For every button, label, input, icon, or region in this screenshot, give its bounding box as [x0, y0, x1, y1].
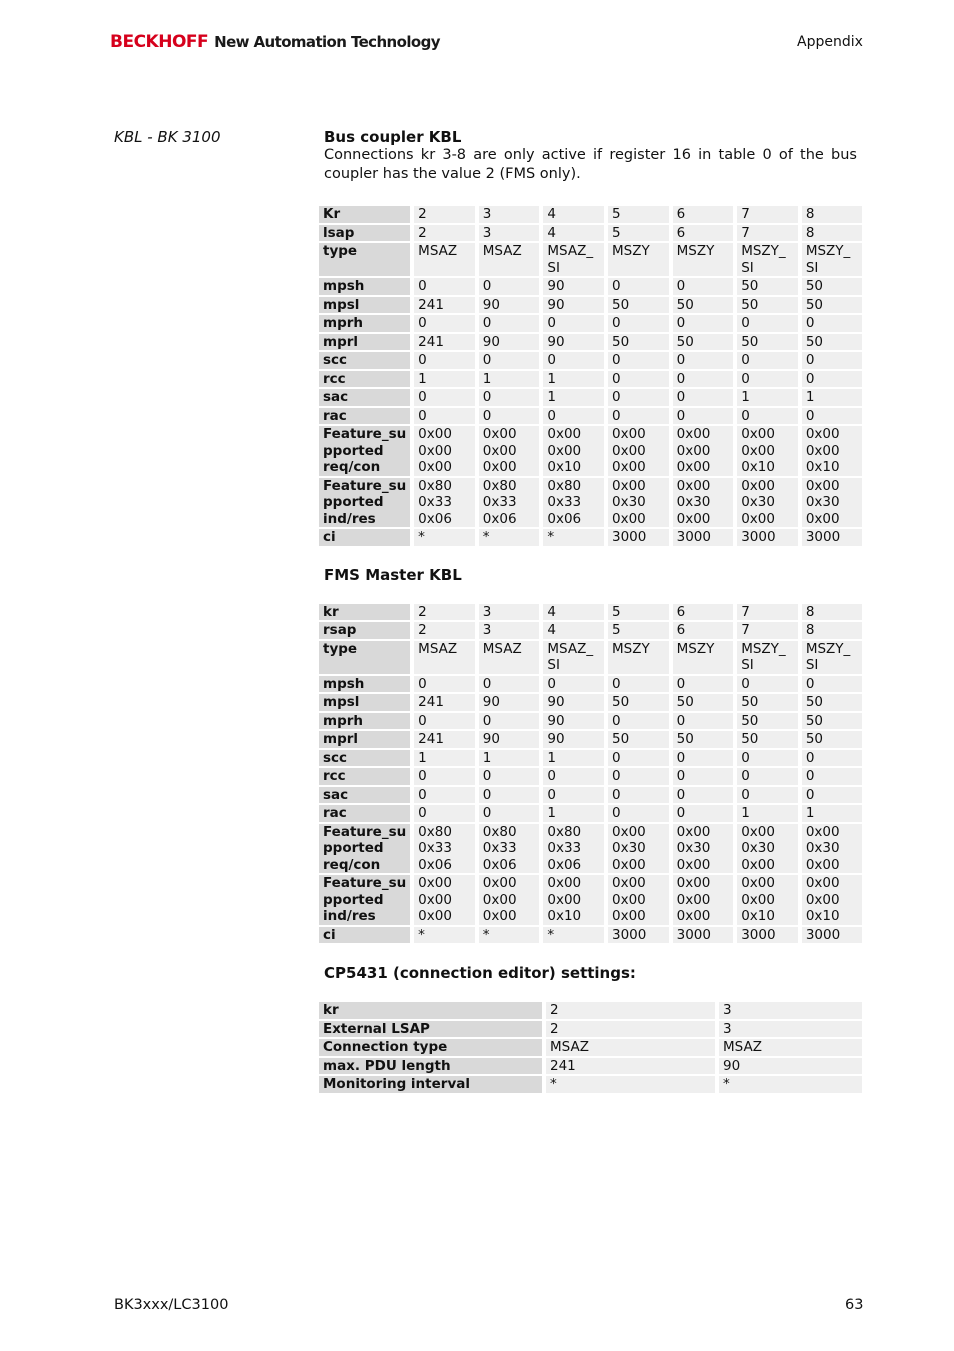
table-cell: 0	[479, 408, 544, 427]
table-cell: 0	[414, 676, 479, 695]
bus-coupler-description: Connections kr 3-8 are only active if register 16 in table 0 of the bus coupler has the value 2 (FMS only).	[324, 147, 857, 182]
table-cell: 0x00 0x00 0x00	[479, 426, 544, 478]
table-cell: 90	[543, 731, 608, 750]
table-cell: 0	[543, 315, 608, 334]
table-row	[319, 243, 862, 278]
row-header: External LSAP	[319, 1021, 546, 1040]
row-header: ci	[319, 927, 414, 946]
row-header: Monitoring interval	[319, 1076, 546, 1095]
table-cell: 3	[479, 622, 544, 641]
table-cell: 3000	[673, 927, 738, 946]
table-cell: 0	[802, 408, 862, 427]
table-cell: 0x00 0x30 0x00	[737, 824, 802, 876]
table-cell: 0x80 0x33 0x06	[414, 824, 479, 876]
table-cell: *	[719, 1076, 862, 1095]
table-cell: 3	[479, 225, 544, 244]
table-cell: 0	[479, 278, 544, 297]
table-row	[319, 334, 862, 353]
table-cell: 8	[802, 622, 862, 641]
table-cell: 1	[802, 389, 862, 408]
table-cell: 50	[608, 694, 673, 713]
table-cell: 0	[802, 676, 862, 695]
table-cell: 0	[414, 352, 479, 371]
table-cell: 7	[737, 604, 802, 623]
table-cell: 0	[737, 676, 802, 695]
cp5431-table	[319, 1002, 862, 1095]
table-row	[319, 1076, 862, 1095]
table-cell: 50	[737, 297, 802, 316]
table-cell: 0	[737, 787, 802, 806]
table-cell: 241	[546, 1058, 719, 1077]
row-header: kr	[319, 1002, 546, 1021]
table-cell: 1	[414, 371, 479, 390]
row-header: scc	[319, 352, 414, 371]
table-row	[319, 768, 862, 787]
row-header: sac	[319, 389, 414, 408]
table-cell: 0	[414, 389, 479, 408]
table-cell: 90	[543, 334, 608, 353]
header-section: Appendix	[797, 34, 863, 50]
table-cell: 4	[543, 225, 608, 244]
table-cell: 2	[414, 206, 479, 225]
table-cell: 0x00 0x00 0x00	[673, 875, 738, 927]
table-cell: 0	[414, 408, 479, 427]
table-cell: 0	[802, 371, 862, 390]
brand-tagline: New Automation Technology	[214, 33, 440, 51]
table-cell: 0	[673, 787, 738, 806]
table-cell: MSZY	[608, 641, 673, 676]
table-cell: 4	[543, 206, 608, 225]
table-row	[319, 389, 862, 408]
table-cell: 0	[673, 352, 738, 371]
table-row	[319, 1039, 862, 1058]
table-cell: 0	[673, 389, 738, 408]
table-cell: 0x80 0x33 0x06	[479, 478, 544, 530]
table-row	[319, 225, 862, 244]
table-cell: 0	[802, 352, 862, 371]
table-row	[319, 529, 862, 548]
table-cell: 0x80 0x33 0x06	[543, 824, 608, 876]
table-cell: 0	[737, 408, 802, 427]
row-header: mprl	[319, 334, 414, 353]
table-cell: 1	[479, 750, 544, 769]
row-header: rsap	[319, 622, 414, 641]
table-cell: 50	[802, 731, 862, 750]
table-cell: 1	[543, 805, 608, 824]
bus-coupler-table-body	[319, 206, 862, 548]
table-cell: 0x00 0x00 0x00	[479, 875, 544, 927]
table-cell: MSAZ	[479, 641, 544, 676]
table-cell: 0x00 0x00 0x10	[737, 426, 802, 478]
table-cell: 90	[543, 694, 608, 713]
table-cell: 90	[479, 694, 544, 713]
table-cell: 241	[414, 731, 479, 750]
row-header: rac	[319, 408, 414, 427]
row-header: rcc	[319, 371, 414, 390]
row-header: rac	[319, 805, 414, 824]
table-cell: 50	[673, 731, 738, 750]
row-header: Feature_su pported req/con	[319, 824, 414, 876]
table-cell: MSAZ	[719, 1039, 862, 1058]
table-cell: 0x00 0x00 0x00	[414, 875, 479, 927]
table-cell: MSZY	[673, 641, 738, 676]
table-cell: 0	[414, 768, 479, 787]
table-row	[319, 1058, 862, 1077]
table-cell: *	[543, 927, 608, 946]
table-cell: 8	[802, 206, 862, 225]
row-header: mprh	[319, 315, 414, 334]
table-cell: 50	[802, 334, 862, 353]
table-cell: 0	[737, 768, 802, 787]
table-cell: 0	[479, 768, 544, 787]
table-cell: 1	[414, 750, 479, 769]
table-cell: 0	[673, 713, 738, 732]
table-cell: 0	[479, 713, 544, 732]
table-cell: MSAZ_ SI	[543, 641, 608, 676]
table-cell: 90	[479, 334, 544, 353]
table-row	[319, 206, 862, 225]
table-cell: 0x00 0x00 0x10	[543, 875, 608, 927]
table-cell: 2	[414, 225, 479, 244]
table-cell: MSZY_ SI	[737, 243, 802, 278]
table-cell: 0	[737, 315, 802, 334]
table-cell: 3	[719, 1002, 862, 1021]
table-cell: 0x00 0x00 0x00	[414, 426, 479, 478]
table-cell: 0x00 0x30 0x00	[608, 478, 673, 530]
table-cell: 4	[543, 604, 608, 623]
table-cell: 50	[737, 694, 802, 713]
table-cell: 2	[414, 622, 479, 641]
table-cell: 0	[414, 713, 479, 732]
table-cell: 50	[802, 694, 862, 713]
table-cell: 0	[608, 768, 673, 787]
bus-coupler-table	[319, 206, 862, 548]
table-cell: 8	[802, 225, 862, 244]
table-cell: 1	[737, 805, 802, 824]
table-cell: 0x00 0x30 0x00	[802, 824, 862, 876]
table-cell: 0	[673, 408, 738, 427]
table-cell: 50	[608, 297, 673, 316]
table-cell: 3000	[737, 529, 802, 548]
table-cell: 90	[543, 713, 608, 732]
row-header: lsap	[319, 225, 414, 244]
table-row	[319, 641, 862, 676]
table-cell: 1	[543, 371, 608, 390]
table-cell: 0	[414, 278, 479, 297]
table-cell: MSAZ_ SI	[543, 243, 608, 278]
table-cell: 6	[673, 604, 738, 623]
table-cell: 0x00 0x30 0x00	[608, 824, 673, 876]
row-header: Feature_su pported ind/res	[319, 875, 414, 927]
row-header: sac	[319, 787, 414, 806]
table-row	[319, 713, 862, 732]
table-row	[319, 750, 862, 769]
table-cell: 0x00 0x30 0x00	[802, 478, 862, 530]
table-cell: 50	[737, 278, 802, 297]
table-cell: 0	[737, 352, 802, 371]
table-cell: 2	[414, 604, 479, 623]
table-cell: 50	[608, 334, 673, 353]
table-cell: 50	[737, 713, 802, 732]
table-cell: 0x80 0x33 0x06	[543, 478, 608, 530]
table-cell: 0	[479, 389, 544, 408]
row-header: Feature_su pported req/con	[319, 426, 414, 478]
table-cell: 3000	[802, 529, 862, 548]
table-cell: 50	[673, 297, 738, 316]
table-row	[319, 1002, 862, 1021]
table-cell: 0	[802, 750, 862, 769]
row-header: type	[319, 243, 414, 278]
table-cell: 6	[673, 206, 738, 225]
table-cell: 241	[414, 694, 479, 713]
main-content	[319, 128, 862, 1095]
table-row	[319, 875, 862, 927]
table-cell: 0	[543, 408, 608, 427]
row-header: mprl	[319, 731, 414, 750]
table-cell: MSZY	[608, 243, 673, 278]
table-cell: 0	[479, 315, 544, 334]
fms-master-heading: FMS Master KBL	[324, 565, 462, 584]
table-row	[319, 604, 862, 623]
table-cell: 0x00 0x30 0x00	[673, 478, 738, 530]
table-row	[319, 478, 862, 530]
table-cell: 0x00 0x00 0x10	[737, 875, 802, 927]
table-row	[319, 731, 862, 750]
table-cell: 0	[673, 315, 738, 334]
table-cell: 3000	[608, 529, 673, 548]
bus-coupler-heading: Bus coupler KBL	[324, 128, 462, 146]
table-cell: 0	[414, 787, 479, 806]
table-cell: 50	[673, 334, 738, 353]
table-cell: 0	[479, 352, 544, 371]
table-cell: 3000	[608, 927, 673, 946]
table-cell: 0x00 0x00 0x00	[608, 875, 673, 927]
table-cell: MSZY_ SI	[802, 641, 862, 676]
table-cell: 6	[673, 622, 738, 641]
brand-logo	[110, 32, 440, 52]
table-row	[319, 622, 862, 641]
table-row	[319, 1021, 862, 1040]
table-cell: 1	[543, 750, 608, 769]
table-cell: 0	[479, 676, 544, 695]
table-cell: 0x80 0x33 0x06	[414, 478, 479, 530]
row-header: Feature_su pported ind/res	[319, 478, 414, 530]
table-row	[319, 315, 862, 334]
table-row	[319, 426, 862, 478]
table-cell: 0	[543, 676, 608, 695]
table-cell: 2	[546, 1021, 719, 1040]
table-row	[319, 676, 862, 695]
fms-master-table-body	[319, 604, 862, 946]
table-cell: 0	[543, 787, 608, 806]
table-cell: 3000	[802, 927, 862, 946]
cp5431-table-body	[319, 1002, 862, 1095]
footer-page-number: 63	[845, 1297, 864, 1313]
table-cell: *	[543, 529, 608, 548]
table-cell: 0	[673, 750, 738, 769]
table-cell: 1	[737, 389, 802, 408]
table-cell: 50	[608, 731, 673, 750]
table-cell: 8	[802, 604, 862, 623]
table-cell: 50	[802, 713, 862, 732]
table-cell: 0x00 0x00 0x10	[543, 426, 608, 478]
row-header: ci	[319, 529, 414, 548]
table-cell: *	[414, 927, 479, 946]
table-cell: 90	[543, 297, 608, 316]
table-cell: 6	[673, 225, 738, 244]
table-cell: 5	[608, 622, 673, 641]
table-cell: 0	[673, 278, 738, 297]
row-header: scc	[319, 750, 414, 769]
table-cell: 0	[479, 787, 544, 806]
row-header: Kr	[319, 206, 414, 225]
table-cell: 5	[608, 206, 673, 225]
table-cell: MSAZ	[479, 243, 544, 278]
table-cell: 0	[673, 805, 738, 824]
table-cell: 90	[479, 297, 544, 316]
table-cell: 1	[543, 389, 608, 408]
table-cell: 0	[608, 315, 673, 334]
row-header: mpsh	[319, 676, 414, 695]
table-cell: 0	[608, 805, 673, 824]
table-cell: 241	[414, 297, 479, 316]
table-cell: 0	[737, 750, 802, 769]
table-cell: 0	[737, 371, 802, 390]
table-cell: 0x80 0x33 0x06	[479, 824, 544, 876]
table-cell: MSAZ	[546, 1039, 719, 1058]
table-cell: 90	[543, 278, 608, 297]
footer-doc-id: BK3xxx/LC3100	[114, 1297, 229, 1313]
table-cell: 50	[802, 278, 862, 297]
table-cell: 90	[479, 731, 544, 750]
table-cell: 241	[414, 334, 479, 353]
table-cell: MSZY_ SI	[737, 641, 802, 676]
table-cell: 3	[479, 206, 544, 225]
table-cell: 0	[608, 408, 673, 427]
table-row	[319, 278, 862, 297]
table-cell: 0x00 0x00 0x10	[802, 426, 862, 478]
row-header: type	[319, 641, 414, 676]
table-cell: *	[414, 529, 479, 548]
table-cell: MSZY	[673, 243, 738, 278]
table-cell: 0	[543, 352, 608, 371]
table-cell: *	[479, 529, 544, 548]
row-header: mpsl	[319, 694, 414, 713]
table-cell: 0	[802, 768, 862, 787]
table-cell: 50	[737, 334, 802, 353]
table-cell: 3000	[673, 529, 738, 548]
table-cell: 0	[608, 352, 673, 371]
table-cell: 0	[543, 768, 608, 787]
table-cell: 0x00 0x00 0x00	[673, 426, 738, 478]
table-cell: 0	[608, 787, 673, 806]
table-cell: 5	[608, 604, 673, 623]
table-cell: 0	[608, 389, 673, 408]
cp5431-heading: CP5431 (connection editor) settings:	[324, 964, 636, 982]
table-cell: 0	[608, 371, 673, 390]
section-label: KBL - BK 3100	[114, 128, 221, 146]
table-cell: 0	[673, 371, 738, 390]
table-cell: 3	[719, 1021, 862, 1040]
table-cell: 7	[737, 622, 802, 641]
table-cell: 2	[546, 1002, 719, 1021]
table-cell: 0x00 0x00 0x00	[608, 426, 673, 478]
table-cell: 90	[719, 1058, 862, 1077]
row-header: mprh	[319, 713, 414, 732]
table-cell: 1	[479, 371, 544, 390]
table-cell: 0	[673, 676, 738, 695]
table-row	[319, 787, 862, 806]
row-header: max. PDU length	[319, 1058, 546, 1077]
table-row	[319, 352, 862, 371]
table-cell: 50	[673, 694, 738, 713]
table-row	[319, 408, 862, 427]
table-cell: 0x00 0x30 0x00	[737, 478, 802, 530]
table-cell: 7	[737, 206, 802, 225]
table-cell: 50	[802, 297, 862, 316]
table-cell: 0x00 0x00 0x10	[802, 875, 862, 927]
table-cell: 0	[608, 750, 673, 769]
row-header: mpsh	[319, 278, 414, 297]
table-row	[319, 371, 862, 390]
table-cell: MSAZ	[414, 641, 479, 676]
table-row	[319, 927, 862, 946]
table-cell: 0	[479, 805, 544, 824]
row-header: mpsl	[319, 297, 414, 316]
table-row	[319, 297, 862, 316]
table-cell: 7	[737, 225, 802, 244]
table-cell: 0	[608, 713, 673, 732]
table-cell: 50	[737, 731, 802, 750]
table-cell: 4	[543, 622, 608, 641]
table-cell: 0	[802, 787, 862, 806]
table-cell: 0	[414, 805, 479, 824]
row-header: Connection type	[319, 1039, 546, 1058]
fms-master-table	[319, 604, 862, 946]
table-cell: 0	[608, 676, 673, 695]
table-cell: *	[479, 927, 544, 946]
table-cell: 0	[608, 278, 673, 297]
table-cell: *	[546, 1076, 719, 1095]
table-cell: 3	[479, 604, 544, 623]
table-cell: MSZY_ SI	[802, 243, 862, 278]
table-cell: 5	[608, 225, 673, 244]
table-row	[319, 694, 862, 713]
table-row	[319, 805, 862, 824]
brand-name: BECKHOFF	[110, 32, 209, 52]
table-row	[319, 824, 862, 876]
table-cell: 0	[673, 768, 738, 787]
table-cell: 1	[802, 805, 862, 824]
table-cell: 0x00 0x30 0x00	[673, 824, 738, 876]
row-header: rcc	[319, 768, 414, 787]
table-cell: 0	[802, 315, 862, 334]
table-cell: 0	[414, 315, 479, 334]
row-header: kr	[319, 604, 414, 623]
table-cell: MSAZ	[414, 243, 479, 278]
table-cell: 3000	[737, 927, 802, 946]
